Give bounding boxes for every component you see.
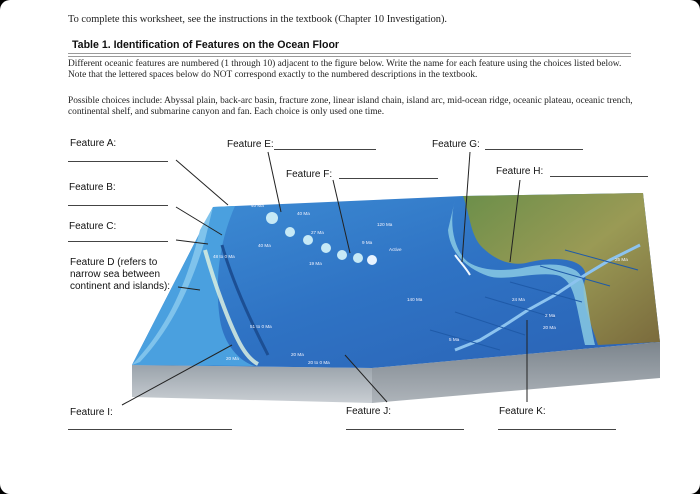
feature-d-label: Feature D (refers to narrow sea between continent and islands): [70,257,171,292]
feature-k-label: Feature K: [499,406,546,417]
feature-j-label: Feature J: [346,406,392,417]
age-label: Active [389,247,402,252]
block-front-side [132,365,372,403]
feature-g-answer-line[interactable] [485,149,583,150]
age-label: 48 to 0 Ma [213,254,235,259]
age-label: 24 Ma [512,297,525,302]
feature-j-answer-line[interactable] [346,429,464,430]
feature-a-answer-line[interactable] [68,161,168,162]
choices-text: Possible choices include: Abyssal plain, back-arc basin, fracture zone, linear island chain, island arc, mid-ocean ridge, oceanic plateau, oceanic trench, continental shelf, and submarine canyon and fan. Each choice is only used one time. [68,96,633,117]
feature-b-label: Feature B: [69,182,116,193]
feature-i-label: Feature I: [70,407,113,418]
feature-h-label: Feature H: [496,166,544,177]
age-label: 40 Ma [258,243,271,248]
age-label: 20 to 0 Ma [308,360,330,365]
age-label: 140 Ma [407,297,423,302]
age-label: 20 Ma [291,352,304,357]
feature-k-answer-line[interactable] [498,429,616,430]
feature-i-answer-line[interactable] [68,429,232,430]
age-label: 5 Ma [449,337,460,342]
feature-f-label: Feature F: [286,169,333,180]
feature-e-label: Feature E: [227,139,274,150]
feature-f-answer-line[interactable] [339,178,438,179]
feature-a-label: Feature A: [70,138,117,149]
age-label: 51 to 0 Ma [250,324,272,329]
age-label: 120 Ma [377,222,393,227]
age-label: 40 Ma [297,211,310,216]
age-label: 27 Ma [311,230,324,235]
feature-c-label: Feature C: [69,221,117,232]
instructions-text: Different oceanic features are numbered (1 through 10) adjacent to the figure below. Write the name for each feature using the choices listed below. Note that the lettered spaces below do NOT correspond exactly to the numbered descriptions in the textbook. [68,59,622,80]
feature-g-label: Feature G: [432,139,480,150]
age-label: 19 Ma [309,261,322,266]
age-label: 40 Ma [251,203,264,208]
feature-c-answer-line[interactable] [68,241,168,242]
age-label: 9 Ma [362,240,373,245]
feature-b-answer-line[interactable] [68,205,168,206]
intro-text: To complete this worksheet, see the instructions in the textbook (Chapter 10 Investigation). [68,14,448,25]
age-label: 25 Ma [615,257,628,262]
feature-e-answer-line[interactable] [274,149,376,150]
feature-h-answer-line[interactable] [550,176,648,177]
age-label: 2 Ma [545,313,556,318]
age-label: 20 Ma [226,356,239,361]
age-label: 20 Ma [543,325,556,330]
table-title: Table 1. Identification of Features on the Ocean Floor [72,39,340,51]
